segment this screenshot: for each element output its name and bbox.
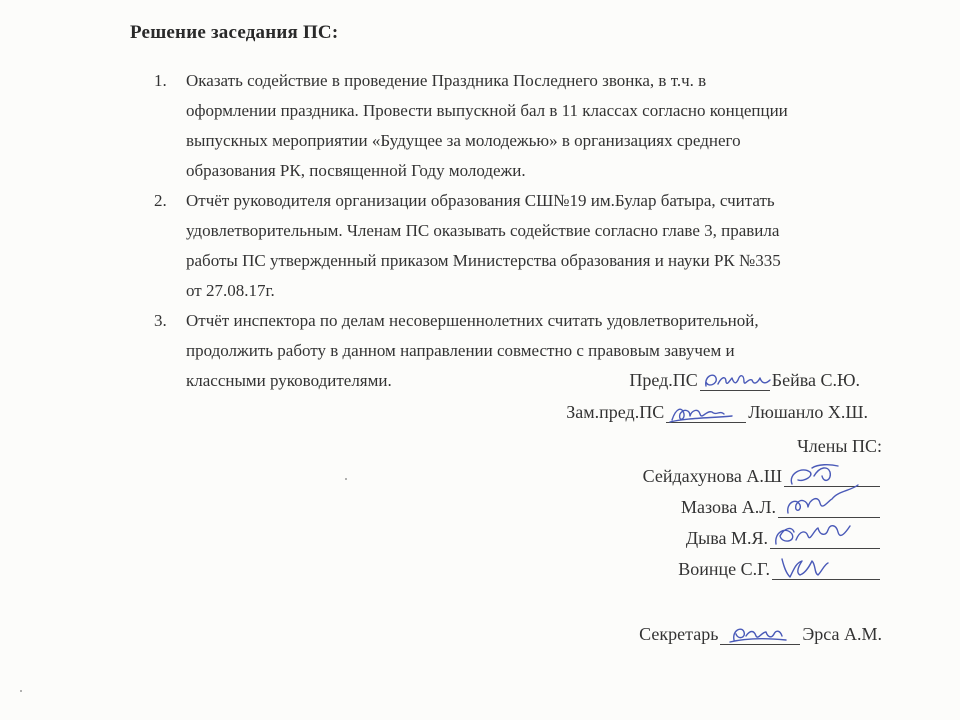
item-line: удовлетворительным. Членам ПС оказывать содействие согласно главе 3, правила [186, 221, 780, 240]
item-line: образования РК, посвященной Году молодежи. [186, 161, 526, 180]
chairman-signature-line [700, 370, 770, 391]
member-row [686, 528, 882, 549]
item-line: Отчёт руководителя организации образования СШ№19 им.Булар батыра, считать [186, 191, 775, 210]
item-line: Оказать содействие в проведение Праздника Последнего звонка, в т.ч. в [186, 71, 707, 90]
item-line: выпускных мероприятии «Будущее за молодежью» в организациях среднего [186, 131, 741, 150]
member-signature-icon [772, 553, 880, 583]
member-name: Дыва М.Я. [685, 528, 768, 548]
item-number: 3. [154, 311, 167, 330]
item-number: 2. [154, 191, 167, 210]
member-name: Сейдахунова А.Ш [642, 466, 782, 486]
deputy-name: Люшанло Х.Ш. [748, 402, 868, 422]
member-signature-line [778, 497, 880, 518]
chairman-name: Бейва С.Ю. [771, 370, 860, 390]
secretary-name: Эрса А.М. [802, 624, 882, 644]
secretary-row [639, 624, 882, 645]
member-signature-line [772, 559, 880, 580]
chairman-role: Пред.ПС [629, 370, 698, 390]
secretary-signature-line [720, 624, 800, 645]
document-title: Решение заседания ПС: [130, 22, 339, 43]
deputy-row [566, 402, 868, 423]
chairman-row [629, 370, 860, 391]
item-line: работы ПС утвержденный приказом Министерства образования и науки РК №335 [186, 251, 781, 270]
item-line: оформлении праздника. Провести выпускной бал в 11 классах согласно концепции [186, 101, 788, 120]
scan-speck [20, 690, 22, 692]
deputy-role: Зам.пред.ПС [566, 402, 665, 422]
member-signature-line [784, 466, 880, 487]
member-signature-icon [778, 487, 880, 521]
item-line: продолжить работу в данном направлении совместно с правовым завучем и [186, 341, 735, 360]
item-line: классными руководителями. [186, 371, 392, 390]
member-signature-icon [770, 518, 880, 552]
member-signature-icon [784, 462, 880, 490]
scan-speck [345, 478, 347, 480]
deputy-signature-icon [666, 400, 746, 426]
member-name: Воинце С.Г. [678, 559, 770, 579]
member-row [681, 497, 882, 518]
item-number: 1. [154, 71, 167, 90]
secretary-signature-icon [720, 622, 800, 648]
member-row [678, 559, 882, 580]
members-heading: Члены ПС: [797, 436, 882, 456]
item-line: от 27.08.17г. [186, 281, 275, 300]
member-signature-line [770, 528, 880, 549]
chairman-signature-icon [700, 368, 774, 394]
member-row [643, 466, 882, 487]
secretary-role: Секретарь [639, 624, 719, 644]
member-name: Мазова А.Л. [681, 497, 776, 517]
item-line: Отчёт инспектора по делам несовершеннолетних считать удовлетворительной, [186, 311, 759, 330]
deputy-signature-line [666, 402, 746, 423]
